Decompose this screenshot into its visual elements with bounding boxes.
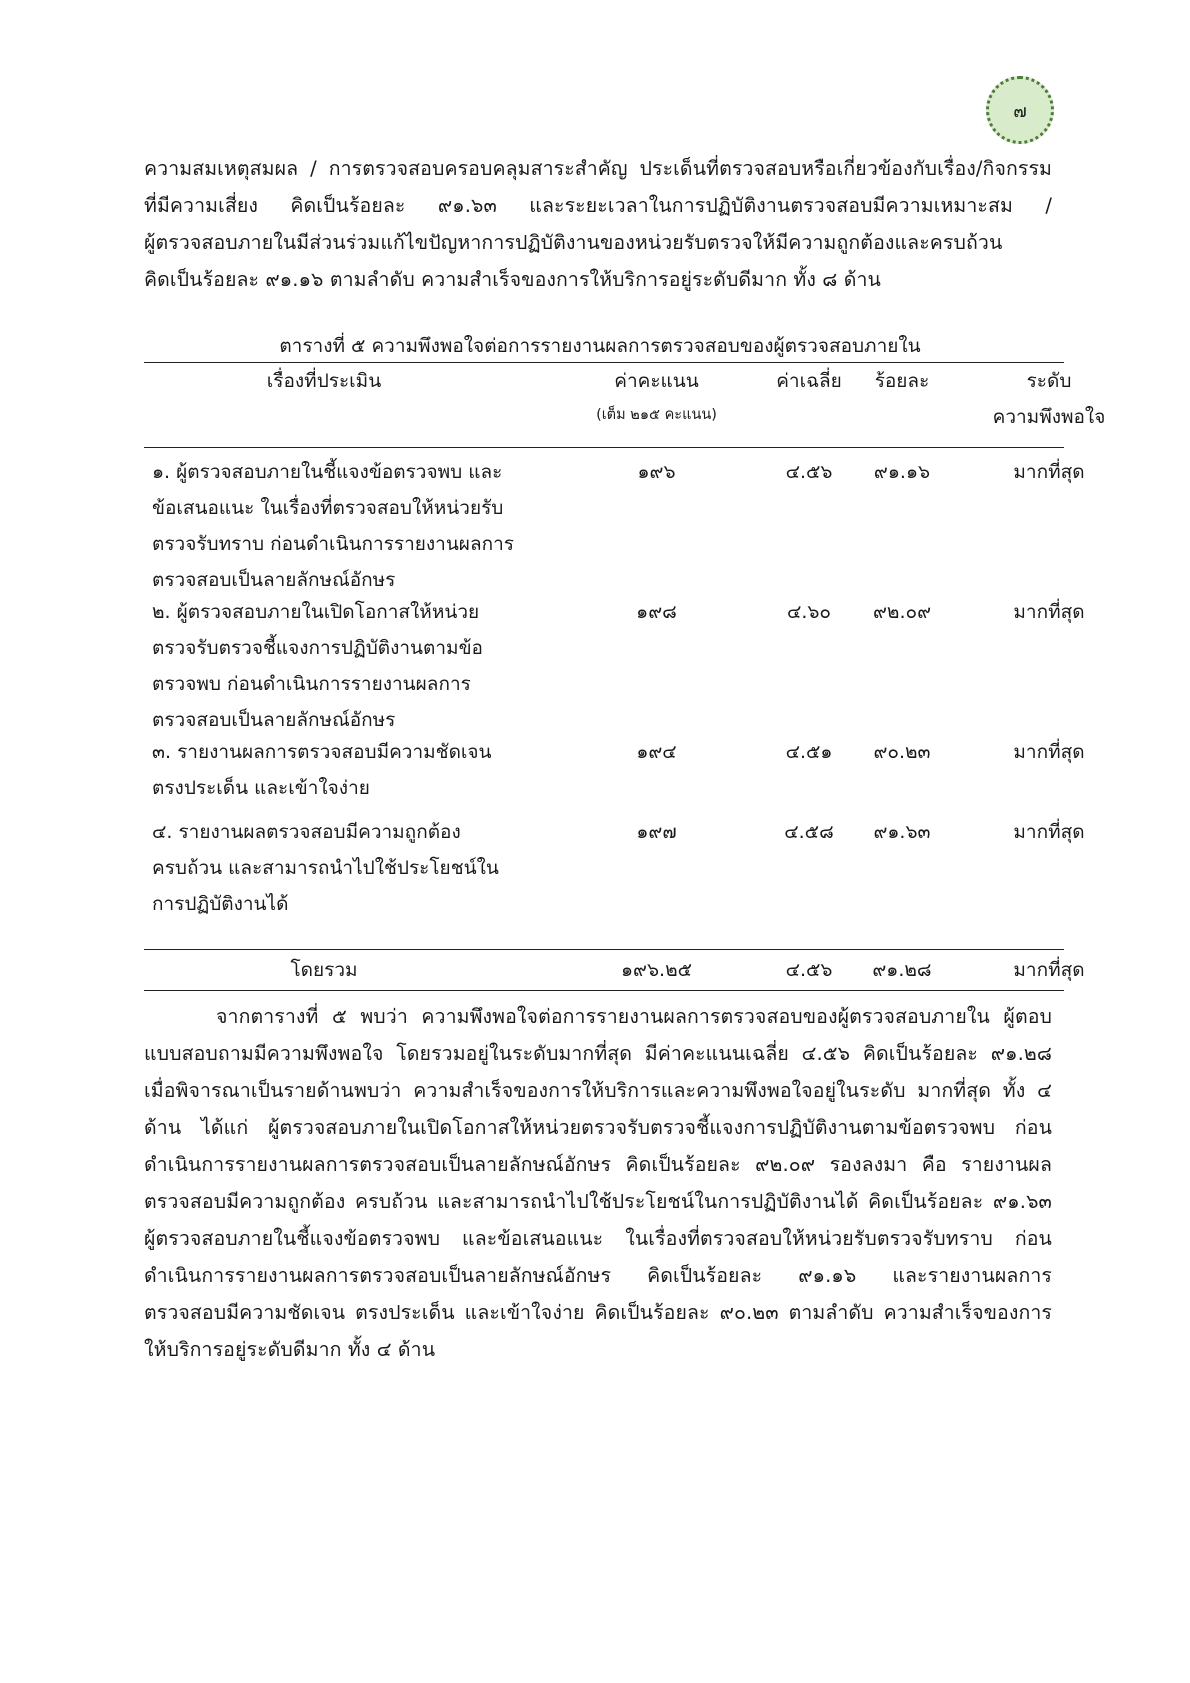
topic-line: ครบถ้วน และสามารถนำไปใช้ประโยชน์ใน: [152, 857, 499, 879]
paragraph-line: เมื่อพิจารณาเป็นรายด้านพบว่า ความสำเร็จของการให้บริการและความพึงพอใจอยู่ในระดับ มากที่สุด ทั้ง ๔: [144, 1079, 1052, 1102]
topic-line: ตรวจสอบเป็นลายลักษณ์อักษร: [152, 709, 396, 731]
topic-line: การปฏิบัติงานได้: [152, 893, 289, 915]
paragraph-line: ที่มีความเสี่ยง คิดเป็นร้อยละ ๙๑.๖๓ และระยะเวลาในการปฏิบัติงานตรวจสอบมีความเหมาะสม /: [144, 194, 1052, 217]
paragraph-line: ให้บริการอยู่ระดับดีมาก ทั้ง ๔ ด้าน: [144, 1338, 436, 1361]
table-row: [144, 734, 1085, 814]
row-score: ๑๙๔: [636, 741, 677, 763]
header-score: ค่าคะแนน: [614, 370, 699, 392]
row-mean: ๔.๕๖: [785, 461, 833, 483]
topic-line: ๑. ผู้ตรวจสอบภายในชี้แจงข้อตรวจพบ และ: [152, 461, 503, 483]
header-percent: ร้อยละ: [874, 370, 930, 392]
row-percent: ๙๐.๒๓: [873, 741, 931, 763]
topic-line: ตรวจพบ ก่อนดำเนินการรายงานผลการ: [152, 673, 471, 695]
paragraph-line: ด้าน ได้แก่ ผู้ตรวจสอบภายในเปิดโอกาสให้หน่วยตรวจรับตรวจชี้แจงการปฏิบัติงานตามข้อตรวจพบ ก่อน: [144, 1116, 1052, 1139]
header-level: ระดับ: [1026, 370, 1072, 392]
intro-paragraph: [144, 150, 1052, 298]
table-title: ตารางที่ ๕ ความพึงพอใจต่อการรายงานผลการตรวจสอบของผู้ตรวจสอบภายใน: [279, 335, 921, 357]
topic-line: ๔. รายงานผลตรวจสอบมีความถูกต้อง: [152, 821, 461, 843]
topic-line: ตรงประเด็น และเข้าใจง่าย: [152, 777, 370, 799]
row-level: มากที่สุด: [1013, 461, 1085, 483]
row-mean: ๔.๕๑: [785, 741, 833, 763]
table-row: [144, 594, 1085, 734]
row-mean: ๔.๕๘: [784, 821, 834, 843]
header-score-sub: (เต็ม ๒๑๕ คะแนน): [596, 407, 717, 423]
topic-line: ตรวจรับตรวจชี้แจงการปฏิบัติงานตามข้อ: [152, 637, 483, 659]
row-topic: [152, 814, 542, 922]
paragraph-line: ความสมเหตุสมผล / การตรวจสอบครอบคลุมสาระสำคัญ ประเด็นที่ตรวจสอบหรือเกี่ยวข้องกับเรื่อง/กิจกรรม: [144, 157, 1052, 180]
paragraph-line: ดำเนินการรายงานผลการตรวจสอบเป็นลายลักษณ์อักษร คิดเป็นร้อยละ ๙๑.๑๖ และรายงานผลการ: [144, 1264, 1052, 1287]
topic-line: ๓. รายงานผลการตรวจสอบมีความชัดเจน: [152, 741, 492, 763]
paragraph-line: ผู้ตรวจสอบภายในชี้แจงข้อตรวจพบ และข้อเสนอแนะ ในเรื่องที่ตรวจสอบให้หน่วยรับตรวจรับทราบ ก่อน: [144, 1227, 1052, 1250]
row-topic: [152, 454, 542, 598]
row-level: มากที่สุด: [1013, 821, 1085, 843]
paragraph-line: ผู้ตรวจสอบภายในมีส่วนร่วมแก้ไขปัญหาการปฏิบัติงานของหน่วยรับตรวจให้มีความถูกต้องและครบถ้วน: [144, 231, 1003, 254]
page-number: ๗: [1013, 100, 1027, 122]
topic-line: ข้อเสนอแนะ ในเรื่องที่ตรวจสอบให้หน่วยรับ: [152, 497, 504, 519]
summary-paragraph: [144, 998, 1052, 1368]
total-score: ๑๙๖.๒๕: [621, 959, 692, 981]
total-label: โดยรวม: [290, 959, 358, 981]
table-header-row: [144, 363, 1106, 448]
paragraph-line: คิดเป็นร้อยละ ๙๑.๑๖ ตามลำดับ ความสำเร็จของการให้บริการอยู่ระดับดีมาก ทั้ง ๘ ด้าน: [144, 268, 881, 291]
row-level: มากที่สุด: [1013, 741, 1085, 763]
topic-line: ๒. ผู้ตรวจสอบภายในเปิดโอกาสให้หน่วย: [152, 601, 480, 623]
header-level-sub: ความพึงพอใจ: [992, 406, 1106, 428]
row-percent: ๙๑.๖๓: [873, 821, 931, 843]
topic-line: ตรวจรับทราบ ก่อนดำเนินการรายงานผลการ: [152, 533, 514, 555]
row-score: ๑๙๗: [636, 821, 677, 843]
total-mean: ๔.๕๖: [785, 959, 833, 981]
page-number-badge: [986, 76, 1054, 144]
topic-line: ตรวจสอบเป็นลายลักษณ์อักษร: [152, 569, 396, 591]
row-score: ๑๙๘: [636, 601, 677, 623]
row-score: ๑๙๖: [637, 461, 676, 483]
table-row: [144, 814, 1085, 949]
header-mean: ค่าเฉลี่ย: [776, 370, 842, 392]
row-topic: [152, 594, 542, 738]
row-level: มากที่สุด: [1013, 601, 1085, 623]
table-row: [144, 448, 1085, 594]
paragraph-line: ดำเนินการรายงานผลการตรวจสอบเป็นลายลักษณ์อักษร คิดเป็นร้อยละ ๙๒.๐๙ รองลงมา คือ รายงานผล: [144, 1153, 1052, 1176]
row-topic: [152, 734, 542, 806]
table-total-row: [144, 949, 1085, 991]
total-level: มากที่สุด: [1013, 959, 1085, 981]
row-percent: ๙๑.๑๖: [873, 461, 931, 483]
paragraph-line: จากตารางที่ ๕ พบว่า ความพึงพอใจต่อการรายงานผลการตรวจสอบของผู้ตรวจสอบภายใน ผู้ตอบ: [216, 1005, 1052, 1028]
paragraph-line: ตรวจสอบมีความถูกต้อง ครบถ้วน และสามารถนำไปใช้ประโยชน์ในการปฏิบัติงานได้ คิดเป็นร้อยละ ๙๑.๖๓: [144, 1190, 1052, 1213]
header-topic: เรื่องที่ประเมิน: [266, 370, 382, 392]
row-mean: ๔.๖๐: [786, 601, 832, 623]
total-percent: ๙๑.๒๘: [872, 959, 932, 981]
row-percent: ๙๒.๐๙: [873, 601, 931, 623]
paragraph-line: แบบสอบถามมีความพึงพอใจ โดยรวมอยู่ในระดับมากที่สุด มีค่าคะแนนเฉลี่ย ๔.๕๖ คิดเป็นร้อยละ ๙๑.๒๘: [144, 1042, 1052, 1065]
satisfaction-table: [144, 362, 1106, 991]
paragraph-line: ตรวจสอบมีความชัดเจน ตรงประเด็น และเข้าใจง่าย คิดเป็นร้อยละ ๙๐.๒๓ ตามลำดับ ความสำเร็จของการ: [144, 1301, 1052, 1324]
